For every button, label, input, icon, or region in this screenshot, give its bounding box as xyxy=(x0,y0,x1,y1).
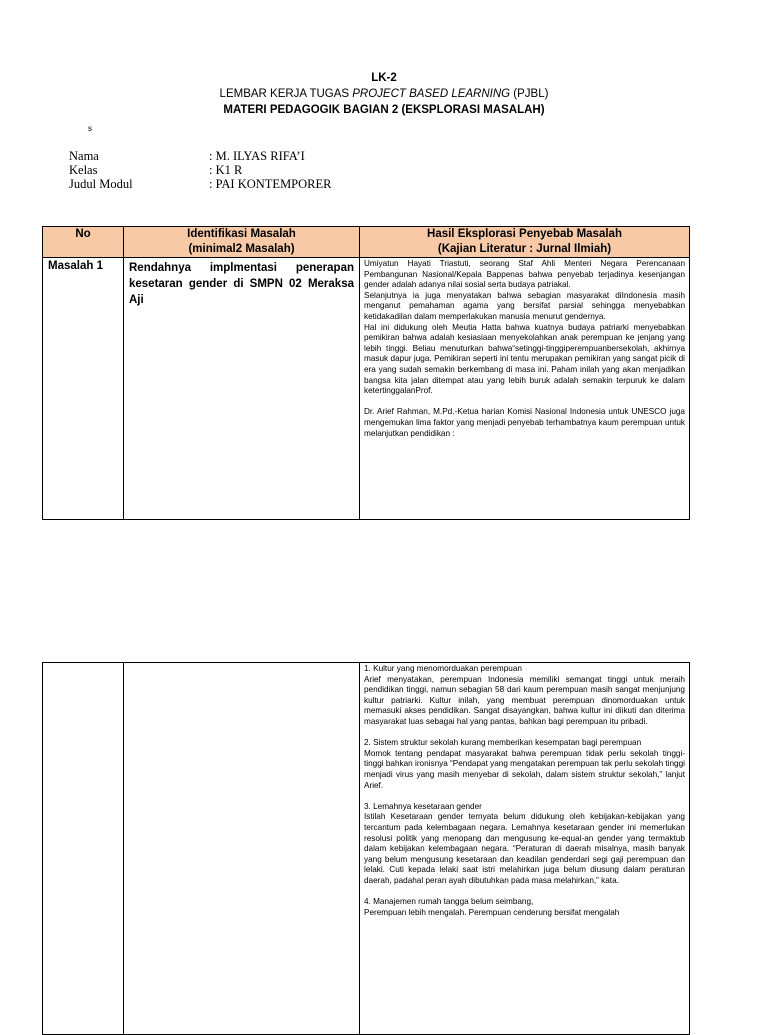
exploration-result-continued xyxy=(360,663,690,1035)
empty-problem-cell xyxy=(124,663,360,1035)
info-value: : PAI KONTEMPORER xyxy=(209,177,332,191)
title-prefix: LEMBAR KERJA TUGAS xyxy=(219,88,353,100)
empty-number-cell xyxy=(43,663,124,1035)
title-italic: PROJECT BASED LEARNING xyxy=(352,88,511,100)
result-paragraph: Istilah Kesetaraan gender ternyata belum didukung oleh kebijakan-kebijakan yang tercantum pada kelembagaan negara. Lemahnya kesetaraan gender ini memerlukan resolusi politik yang menopang dan mengusung ke-equal-an gender yang termaktub dalam kebijakan kelembagaan negara. “Peraturan di daerah misalnya, masih banyak yang belum mengusung kesetaraan dan keadilan genderdari segi gaji perempuan dan lelaki. Cuti kepada lelaki saat istri melahirkan juga belum diusung dalam peraturan daerah, padahal peran ayah dibutuhkan pada masa melahirkan,” kata. xyxy=(364,812,685,885)
header-hasil-line2: (Kajian Literatur : Jurnal Ilmiah) xyxy=(437,243,612,255)
result-paragraph: 2. Sistem struktur sekolah kurang memberikan kesempatan bagi perempuan xyxy=(364,738,642,748)
header-identifikasi xyxy=(124,227,360,258)
table-row xyxy=(43,258,690,520)
result-paragraph: Arief menyatakan, perempuan Indonesia memiliki semangat tinggi untuk meraih pendidikan tinggi, namun sebagian 58 dari kaum perempuan masih sangat menjunjung kultur patriarki. Kultur inilah, yang membuat perempuan dinomorduakan untuk memasuki akses pendidikan. Sangat disayangkan, bahwa kultur ini diikuti dan diterima masyarakat luas sebagai hal yang pantas, bahkan bagi perempuan itu pribadi. xyxy=(364,674,685,726)
paragraph-gap xyxy=(364,397,685,408)
header-hasil xyxy=(360,227,690,258)
header-no: No xyxy=(43,227,124,258)
result-paragraph: Momok tentang pendapat masyarakat bahwa perempuan tidak perlu sekolah tinggi-tinggi bahkan ironisnya “Pendapat yang mengatakan perempuan tak perlu sekolah tinggi menjadi virus yang masih menyebar di sekolah, dalam sistem struktur sekolah,” lanjut Arief. xyxy=(364,748,685,790)
result-paragraph: Selanjutnya ia juga menyatakan bahwa sebagian masyarakat diIndonesia masih menganut pemahaman agama yang bersifat parsial sehingga menyebabkan ketidakadilan dalam memperlakukan manusia menurut gendernya. xyxy=(364,290,685,321)
paragraph-gap xyxy=(364,728,685,739)
result-paragraph: Hal ini didukung oleh Meutia Hatta bahwa kuatnya budaya patriarki menyebabkan pemikiran bahwa adalah kesiasiaan menyekolahkan anak perempuan ke jenjang yang lebih tinggi. Beliau menuturkan bahwa“setinggi-tinggiperempuanbersekolah, akhirnya masuk dapur juga. Pemikiran seperti ini tentu merupakan pemikiran yang sangat picik di era yang sudah semakin berkembang di masa ini. Paham inilah yang akan menjadikan bangsa kita jalan ditempat atau yang lebih buruk adalah semakin terpuruk ke dalam ketertinggalanProf. xyxy=(364,322,685,396)
info-value: : M. ILYAS RIFA’I xyxy=(209,149,305,163)
table-header-row xyxy=(43,227,690,258)
result-paragraph: Perempuan lebih mengalah. Perempuan cenderung bersifat mengalah xyxy=(364,907,620,917)
problem-number: Masalah 1 xyxy=(43,258,124,520)
info-label: Nama xyxy=(69,149,99,163)
exploration-table xyxy=(42,226,690,520)
exploration-table-continued xyxy=(42,662,690,1035)
document-code: LK-2 xyxy=(371,72,397,84)
exploration-result xyxy=(360,258,690,520)
result-paragraph: 1. Kultur yang menomorduakan perempuan xyxy=(364,664,522,673)
result-paragraph: 4. Manajemen rumah tangga belum seimbang, xyxy=(364,897,534,907)
result-paragraph: Umiyatun Hayati Triastuti, seorang Staf Ahli Menteri Negara Perencanaan Pembangunan Nasional/Kepala Bappenas bahwa penyebab terjadinya kesenjangan gender adalah adanya nilai sosial serta budaya patriakal. xyxy=(364,259,685,290)
header-identifikasi-line2: (minimal2 Masalah) xyxy=(188,243,295,255)
document-subtitle: MATERI PEDAGOGIK BAGIAN 2 (EKSPLORASI MASALAH) xyxy=(223,104,545,116)
document-title xyxy=(0,86,768,102)
info-label: Kelas xyxy=(69,163,98,177)
paragraph-gap xyxy=(364,791,685,802)
header-hasil-line1: Hasil Eksplorasi Penyebab Masalah xyxy=(427,228,622,240)
info-label: Judul Modul xyxy=(69,177,133,191)
header-identifikasi-line1: Identifikasi Masalah xyxy=(187,228,296,240)
problem-description: Rendahnya implmentasi penerapan kesetaran gender di SMPN 02 Meraksa Aji xyxy=(124,258,360,520)
info-value: : K1 R xyxy=(209,163,243,177)
result-paragraph: Dr. Arief Rahman, M.Pd.-Ketua harian Komisi Nasional Indonesia untuk UNESCO juga mengemukan lima faktor yang menjadi penyebab terhambatnya kaum perempuan untuk melanjutkan pendidikan : xyxy=(364,407,685,438)
title-suffix: (PJBL) xyxy=(510,88,549,100)
table-row xyxy=(43,663,690,1035)
paragraph-gap xyxy=(364,886,685,897)
stray-mark: s xyxy=(88,124,92,133)
result-paragraph: 3. Lemahnya kesetaraan gender xyxy=(364,801,482,811)
